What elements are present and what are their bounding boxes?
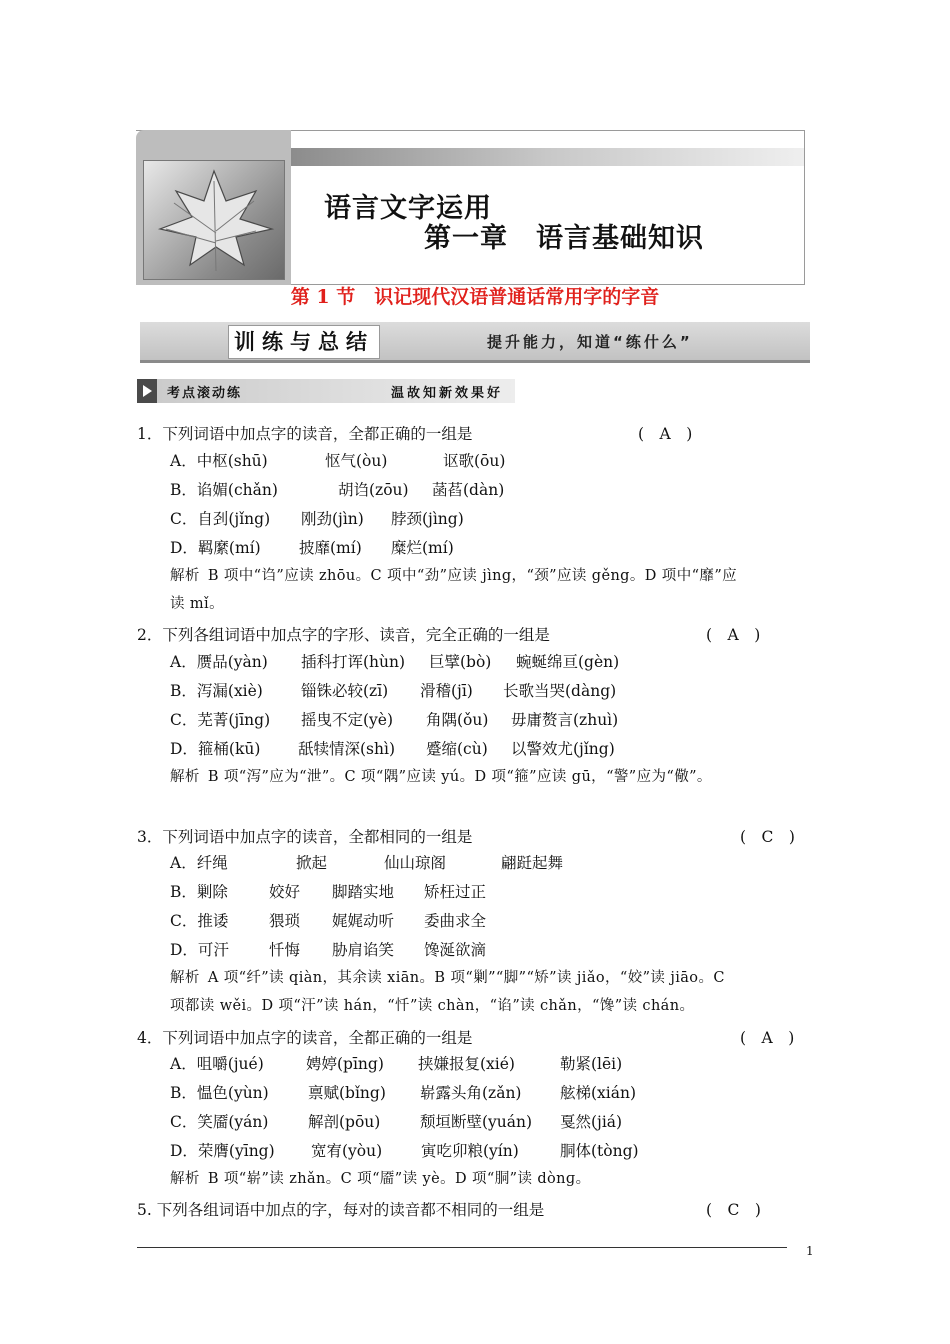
option-item: 披靡(mí)	[299, 539, 362, 557]
page-number: 1	[806, 1244, 814, 1258]
option-item: 以警效尤(jǐng)	[511, 740, 615, 758]
option-item: 脚踏实地	[332, 883, 395, 901]
leaf-photo	[143, 160, 285, 280]
explanation-text: B 项“崭”读 zhǎn。C 项“靥”读 yè。D 项“胴”读 dònɡ。	[207, 1171, 591, 1187]
question-stem: 1．下列词语中加点字的读音，全都正确的一组是	[137, 425, 473, 443]
play-arrow-icon	[137, 379, 157, 403]
option-item: 姣好	[269, 883, 301, 901]
option-item: 仙山琼阁	[384, 854, 447, 872]
option-row	[170, 708, 618, 730]
option-item: 蹙缩(cù)	[426, 740, 488, 758]
training-bar-label: 训练与总结	[228, 325, 380, 359]
option-item: 锱铢必较(zī)	[301, 682, 389, 700]
option-item: 矫枉过正	[424, 883, 487, 901]
banner-photo-tab	[136, 130, 291, 285]
option-item: B．泻漏(xiè)	[170, 682, 263, 700]
option-item: A．咀嚼(jué)	[170, 1055, 264, 1073]
option-item: 毋庸赘言(zhuì)	[511, 711, 619, 729]
question-stem: 4．下列词语中加点字的读音，全都正确的一组是	[137, 1029, 473, 1047]
option-row	[170, 1052, 622, 1074]
question-answer: ( A )	[638, 425, 693, 443]
option-row	[170, 851, 563, 873]
option-item: 宽宥(yòu)	[311, 1142, 383, 1160]
option-item: 讴歌(ōu)	[443, 452, 506, 470]
explanation-text: 读 mǐ。	[170, 596, 224, 612]
section-title: 第 1 节 识记现代汉语普通话常用字的字音	[290, 286, 660, 308]
option-row	[170, 478, 504, 500]
option-row	[170, 449, 505, 471]
book-title: 语言文字运用	[324, 193, 492, 224]
explanation	[170, 964, 725, 1020]
explanation	[170, 763, 712, 791]
option-item: 胁肩谄笑	[332, 941, 395, 959]
question-stem: 5. 下列各组词语中加点的字，每对的读音都不相同的一组是	[137, 1201, 545, 1219]
option-item: 胴体(tòng)	[560, 1142, 639, 1160]
option-item: 委曲求全	[424, 912, 487, 930]
option-item: 刚劲(jìn)	[301, 510, 364, 528]
option-row	[170, 536, 454, 558]
question-stem: 2．下列各组词语中加点字的字形、读音，完全正确的一组是	[137, 626, 550, 644]
option-item: 忏悔	[269, 941, 301, 959]
option-item: B．愠色(yùn)	[170, 1084, 269, 1102]
sub-section-motto: 温故知新效果好	[391, 386, 504, 401]
option-item: 翩跹起舞	[501, 854, 564, 872]
question-answer: ( A )	[740, 1029, 795, 1047]
option-item: 糜烂(mí)	[391, 539, 454, 557]
footer-divider	[137, 1247, 787, 1248]
option-row	[170, 938, 486, 960]
explanation-tag: 解析	[170, 568, 200, 584]
explanation-text: 项都读 wěi。D 项“汗”读 hán，“忏”读 chàn，“谄”读 chǎn，“馋”读 chán。	[170, 998, 695, 1014]
explanation-tag: 解析	[170, 769, 200, 785]
option-item: 猥琐	[269, 912, 301, 930]
option-item: A．纤绳	[170, 854, 228, 872]
training-bar-slogan: 提升能力，知道“练什么”	[487, 333, 693, 351]
option-item: 角隅(ǒu)	[426, 711, 489, 729]
option-item: 胡诌(zōu)	[338, 481, 409, 499]
option-item: 怄气(òu)	[325, 452, 388, 470]
option-item: C．笑靥(yán)	[170, 1113, 269, 1131]
chapter-title: 第一章 语言基础知识	[424, 223, 704, 254]
option-item: 脖颈(jìng)	[391, 510, 464, 528]
option-row	[170, 1081, 636, 1103]
option-item: 崭露头角(zǎn)	[420, 1084, 522, 1102]
option-item: D．荣膺(yīng)	[170, 1142, 275, 1160]
option-item: 娓娓动听	[332, 912, 395, 930]
option-item: 菡萏(dàn)	[432, 481, 505, 499]
banner-gradient-strip	[291, 148, 804, 166]
option-item: 舐犊情深(shì)	[298, 740, 395, 758]
option-item: C．推诿	[170, 912, 229, 930]
option-item: D．可汗	[170, 941, 229, 959]
option-item: C．自刭(jǐng)	[170, 510, 271, 528]
option-item: 勒紧(lēi)	[560, 1055, 623, 1073]
chapter-banner	[136, 130, 806, 285]
option-row	[170, 650, 619, 672]
option-item: 颓垣断壁(yuán)	[420, 1113, 533, 1131]
option-item: 寅吃卯粮(yín)	[421, 1142, 519, 1160]
question-answer: ( C )	[706, 1201, 761, 1219]
option-item: 娉婷(pīng)	[306, 1055, 384, 1073]
question-answer: ( C )	[740, 828, 795, 846]
explanation	[170, 562, 737, 618]
option-row	[170, 1139, 639, 1161]
option-item: C．芜菁(jīng)	[170, 711, 271, 729]
option-item: A．中枢(shū)	[170, 452, 268, 470]
option-item: 摇曳不定(yè)	[301, 711, 394, 729]
explanation-text: B 项中“诌”应读 zhōu。C 项中“劲”应读 jìng，“颈”应读 gěng。D 项中“靡”应	[207, 568, 738, 584]
training-bar	[140, 322, 810, 363]
option-item: 舷梯(xián)	[560, 1084, 637, 1102]
explanation-tag: 解析	[170, 1171, 200, 1187]
option-item: 解剖(pōu)	[308, 1113, 381, 1131]
option-item: 巨擘(bò)	[429, 653, 492, 671]
option-item: 长歌当哭(dàng)	[503, 682, 617, 700]
option-item: D．箍桶(kū)	[170, 740, 261, 758]
option-item: 禀赋(bǐng)	[308, 1084, 386, 1102]
sub-section-bar	[137, 379, 515, 403]
option-item: 滑稽(jī)	[420, 682, 473, 700]
option-item: 馋涎欲滴	[424, 941, 487, 959]
option-row	[170, 880, 486, 902]
option-item: 掀起	[296, 854, 328, 872]
option-row	[170, 737, 615, 759]
explanation	[170, 1165, 591, 1193]
option-item: 插科打诨(hùn)	[301, 653, 406, 671]
explanation-text: A 项“纤”读 qiàn，其余读 xiān。B 项“剿”“脚”“矫”读 jiǎo，“姣”读 jiāo。C	[207, 970, 725, 986]
explanation-tag: 解析	[170, 970, 200, 986]
option-item: 挟嫌报复(xié)	[418, 1055, 515, 1073]
explanation-text: B 项“泻”应为“泄”。C 项“隅”应读 yú。D 项“箍”应读 gū，“警”应为“儆”。	[207, 769, 712, 785]
option-row	[170, 1110, 622, 1132]
option-item: A．赝品(yàn)	[170, 653, 268, 671]
option-row	[170, 909, 486, 931]
sub-section-name: 考点滚动练	[167, 386, 243, 401]
option-item: B．谄媚(chǎn)	[170, 481, 278, 499]
option-row	[170, 679, 616, 701]
question-answer: ( A )	[706, 626, 761, 644]
option-row	[170, 507, 464, 529]
option-item: 蜿蜒绵亘(gèn)	[516, 653, 620, 671]
option-item: 戛然(jiá)	[560, 1113, 623, 1131]
option-item: D．羁縻(mí)	[170, 539, 261, 557]
question-stem: 3．下列词语中加点字的读音，全都相同的一组是	[137, 828, 473, 846]
option-item: B．剿除	[170, 883, 228, 901]
